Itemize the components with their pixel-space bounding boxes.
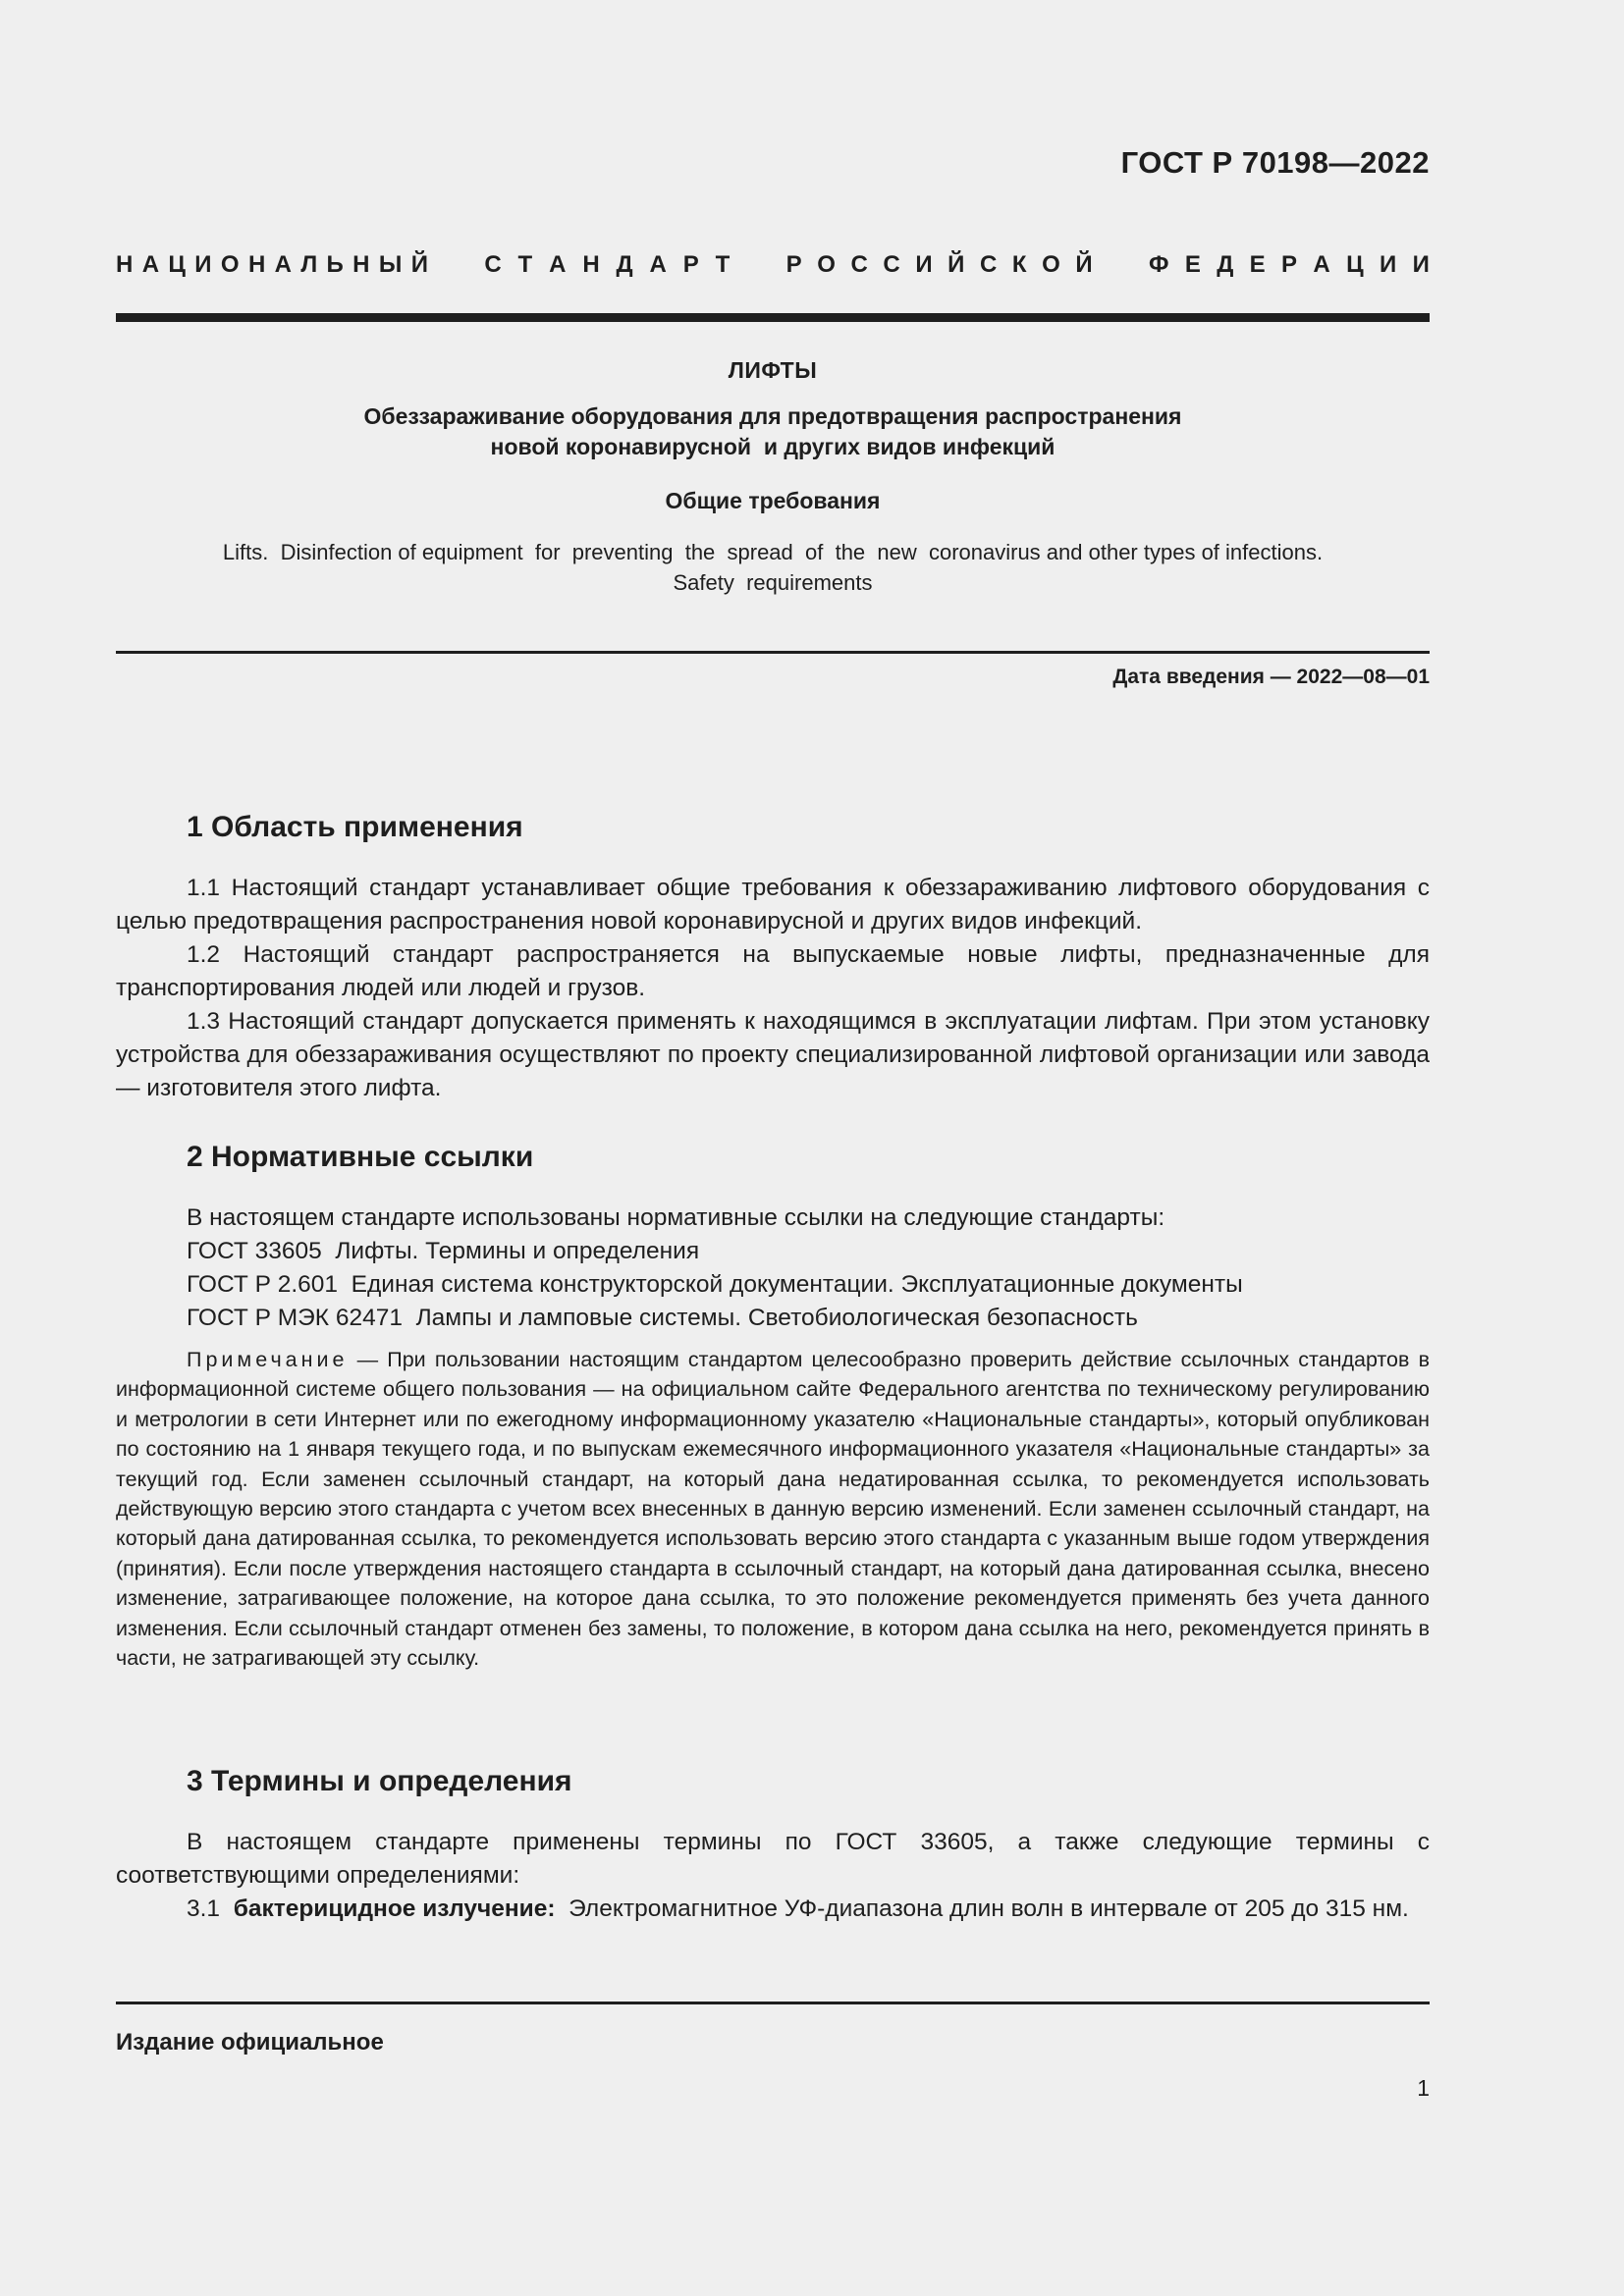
title-block [116, 355, 1430, 598]
term-number: 3.1 [187, 1896, 221, 1922]
section-2-body [116, 1201, 1430, 1335]
section-3-body [116, 1826, 1430, 1926]
subtitle-line-2: новой коронавирусной и других видов инфекций [490, 434, 1056, 459]
banner-word-2: С Т А Н Д А Р Т [484, 251, 731, 278]
banner-word-4: Ф Е Д Е Р А Ц И И [1148, 251, 1430, 278]
term-name: бактерицидное излучение: [233, 1896, 556, 1922]
edition-label: Издание официальное [116, 2029, 384, 2056]
english-title [116, 537, 1430, 598]
banner-word-3: Р О С С И Й С К О Й [785, 251, 1093, 278]
title-divider [116, 651, 1430, 654]
paragraph-1-1: 1.1 Настоящий стандарт устанавливает общие требования к обеззараживанию лифтового оборудования с целью предотвращения распространения новой коронавирусной и других видов инфекций. [116, 875, 1430, 934]
reference-item: ГОСТ Р 2.601 Единая система конструкторской документации. Эксплуатационные документы [187, 1271, 1243, 1298]
paragraph-1-3: 1.3 Настоящий стандарт допускается применять к находящимся в эксплуатации лифтам. При этом установку устройства для обеззараживания осуществляют по проекту специализированной лифтовой организации или завода — изготовителя этого лифта. [116, 1008, 1430, 1101]
term-definition-3-1 [116, 1893, 1430, 1926]
section-1-body [116, 872, 1430, 1105]
section-3-heading: 3 Термины и определения [187, 1765, 572, 1797]
page-number: 1 [1417, 2075, 1430, 2101]
section-1-heading: 1 Область применения [187, 811, 523, 843]
banner-word-1: Н А Ц И О Н А Л Ь Н Ы Й [116, 251, 428, 278]
subtitle-line-1: Обеззараживание оборудования для предотвращения распространения [363, 403, 1182, 429]
footer-divider [116, 2002, 1430, 2004]
section-2-heading: 2 Нормативные ссылки [187, 1141, 534, 1173]
introduction-date: Дата введения — 2022—08—01 [1112, 666, 1430, 688]
document-page [116, 0, 1430, 2296]
english-title-line-1: Lifts. Disinfection of equipment for preventing the spread of the new coronavirus and other types of infections. [222, 540, 1324, 564]
standard-number: ГОСТ Р 70198—2022 [1120, 145, 1430, 180]
note-label: Примечание [187, 1348, 349, 1371]
document-requirements-title: Общие требования [665, 488, 881, 513]
national-standard-banner [116, 251, 1430, 279]
note-text: — При пользовании настоящим стандартом целесообразно проверить действие ссылочных стандартов в информационной системе общего пользования — на официальном сайте Федерального агентства по техническому регулированию и метрологии в сети Интернет или по ежегодному информационному указателю «Национальные стандарты», который опубликован по состоянию на 1 января текущего года, и по выпускам ежемесячного информационного указателя «Национальные стандарты» за текущий год. Если заменен ссылочный стандарт, на который дана недатированная ссылка, то рекомендуется использовать действующую версию этого стандарта с учетом всех внесенных в данную версию изменений. Если заменен ссылочный стандарт, на который дана датированная ссылка, то рекомендуется использовать версию этого стандарта с указанным выше годом утверждения (принятия). Если после утверждения настоящего стандарта в ссылочный стандарт, на который дана датированная ссылка, внесено изменение, затрагивающее положение, на которое дана ссылка, то это положение рекомендуется применять без учета данного изменения. Если ссылочный стандарт отменен без замены, то положение, в котором дана ссылка на него, рекомендуется принять в части, не затрагивающей эту ссылку. [116, 1348, 1430, 1671]
term-definition: Электромагнитное УФ-диапазона длин волн в интервале от 205 до 315 нм. [568, 1896, 1409, 1922]
terms-intro: В настоящем стандарте применены термины по ГОСТ 33605, а также следующие термины с соответствующими определениями: [116, 1829, 1430, 1889]
paragraph-1-2: 1.2 Настоящий стандарт распространяется на выпускаемые новые лифты, предназначенные для транспортирования людей или людей и грузов. [116, 941, 1430, 1001]
document-title: ЛИФТЫ [728, 357, 818, 383]
header-divider [116, 313, 1430, 322]
reference-item: ГОСТ 33605 Лифты. Термины и определения [187, 1238, 700, 1264]
reference-item: ГОСТ Р МЭК 62471 Лампы и ламповые системы. Светобиологическая безопасность [187, 1305, 1138, 1331]
references-note [116, 1345, 1430, 1673]
document-subtitle [116, 401, 1430, 462]
references-intro: В настоящем стандарте использованы нормативные ссылки на следующие стандарты: [187, 1204, 1165, 1231]
english-title-line-2: Safety requirements [673, 570, 873, 595]
